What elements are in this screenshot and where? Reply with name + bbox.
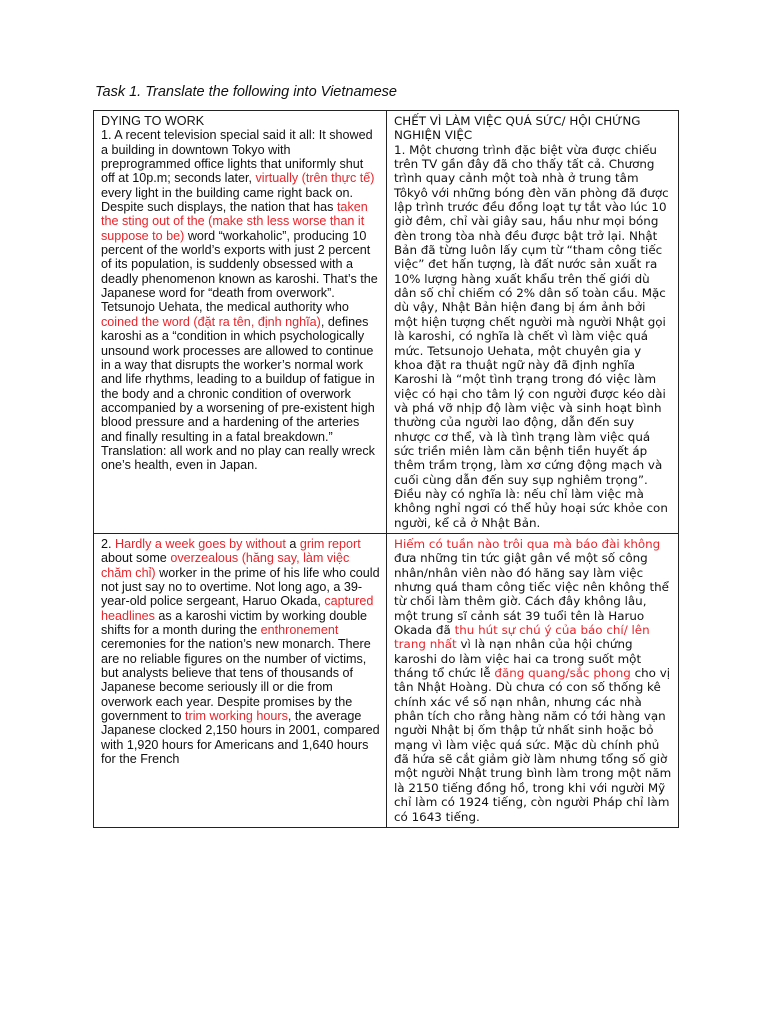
highlighted-phrase: thu hút sự chú ý của báo chí/ lên trang nhất (394, 623, 650, 652)
text-segment: 1. Một chương trình đặc biệt vừa được chiếu trên TV gần đây đã cho thấy tất cả. Chương trình quay cảnh một toà nhà ở trung tâm Tôkyô với những bóng đèn văn phòng đã được lập trình trước đều đồng loạt tự tắt vào lúc 10 giờ đêm, chỉ vài giây sau, hầu như mọi bóng đèn trong tòa nhà đều được bật trở lại. Nhật Bản đã từng luôn lấy cụm từ “tham công tiếc việc” đet hấn tượng, là đất nước sản xuất ra 10% lượng hàng xuất khẩu trên thế giới dù dân số chỉ chiếm có 2% dân số toàn cầu. Mặc dù vậy, Nhật Bản hiện đang bị ám ảnh bởi một hiện tượng chết người mà người Nhật gọi là karoshi, có nghĩa là chết vì làm việc quá mức. Tetsunojo Uehata, một chuyên gia y khoa đặt ra thuật ngữ này đã định nghĩa Karoshi là “một tình trạng trong đó việc làm việc có hại cho tâm lý con người được kéo dài và phá vỡ nhịp độ làm việc và sinh hoạt bình thường của người lao động, dẫn đến suy nhược cơ thể, và là tình trạng làm việc quá sức triền miên làm căn bệnh tiền huyết áp thêm trầm trọng, làm xơ cứng động mạch và cuối cùng dẫn đến suy sụp nghiêm trọng”. Điều này có nghĩa là: nếu chỉ làm việc mà không nghỉ ngơi có thể hủy hoại sức khỏe con người, kể cả ở Nhật Bản. (394, 142, 669, 530)
highlighted-phrase: virtually (trên thực tế) (255, 171, 375, 186)
text-segment: cho vị tân Nhật Hoàng. Dù chưa có con số thống kê chính xác về số nạn nhân, nhưng các nhà phân tích cho rằng hàng năm có tới hàng vạn người Nhật bị ốm thập tử nhất sinh hoặc bỏ mạng vì làm việc quá sức. Mặc dù chính phủ đã hứa sẽ cắt giảm giờ làm nhưng tổng số giờ một người Nhật trung bình làm trong một năm là 2150 tiếng đồng hồ, trong khi với người Mỹ chỉ làm có 1924 tiếng, còn người Pháp chỉ làm có 1643 tiếng. (394, 666, 672, 824)
text-segment: DYING TO WORK (101, 114, 205, 128)
task-title: Task 1. Translate the following into Vietnamese (95, 84, 397, 100)
text-segment: worker in the prime of his life who could not just say no to overtime. Not long ago, a 39-year-old police sergeant, Haruo Okada, (101, 565, 380, 609)
text-segment: , the average Japanese clocked 2,150 hours in 2001, compared with 1,920 hours for Americans and 1,640 hours for the French (101, 709, 380, 767)
text-segment: word “workaholic”, producing 10 percent of the world’s exports with just 2 percent of its population, is suddenly obsessed with a deadly phenomenon known as karoshi. That’s the Japanese word for “death from overwork”. Tetsunojo Uehata, the medical authority who (101, 228, 378, 315)
highlighted-phrase: taken the sting out of the (make sth less worse than it suppose to be) (101, 200, 368, 243)
vietnamese-cell (387, 533, 679, 827)
highlighted-phrase: grim report (299, 536, 361, 551)
table-row (94, 533, 679, 827)
english-cell (94, 533, 387, 827)
text-segment: a (285, 536, 300, 551)
highlighted-phrase: đăng quang/sắc phong (494, 666, 631, 681)
text-segment: ceremonies for the nation’s new monarch. There are no reliable figures on the number of victims, but analysts believe that tens of thousands of Japanese become seriously ill or die from overwork each year. Despite promises by the government to (101, 637, 371, 724)
text-segment: about some (101, 551, 171, 566)
text-segment: every light in the building came right back on. Despite such displays, the nation that has (101, 185, 354, 215)
english-cell (94, 111, 387, 534)
highlighted-phrase: Hiếm có tuần nào trôi qua mà báo đài không (394, 536, 661, 551)
text-segment: as a karoshi victim by working double shifts for a month during the (101, 608, 368, 638)
table-row (94, 111, 679, 534)
text-segment: , defines karoshi as a “condition in which psychologically unsound work processes are allowed to continue in a way that disrupts the worker’s normal work and life rhythms, leading to a buildup of fatigue in the body and a chronic condition of overwork accompanied by a worsening of pre-existent high blood pressure and a hardening of the arteries and finally resulting in a fatal breakdown.” Translation: all work and no play can really wreck one’s health, even in Japan. (101, 314, 375, 473)
text-segment: vì là nạn nhân của hội chứng karoshi do làm việc hai ca trong suốt một tháng tổ chức lễ (394, 637, 642, 681)
highlighted-phrase: enthronement (260, 623, 339, 638)
text-segment: 1. A recent television special said it all: It showed a building in downtown Tokyo with preprogrammed office lights that uniformly shut off at 10p.m; seconds later, (101, 128, 373, 186)
translation-table (93, 110, 679, 828)
highlighted-phrase: coined the word (đặt ra tên, định nghĩa) (101, 314, 321, 329)
highlighted-phrase: overzealous (hăng say, làm việc chăm chỉ) (101, 551, 350, 580)
text-segment: đưa những tin tức giật gân về một số công nhân/nhân viên nào đó hăng say làm việc nhưng quá tham công tiếc việc nên không thể từ chối làm thêm giờ. Cách đây không lâu, một trung sĩ cảnh sát 39 tuổi tên là Haruo Okada đã (394, 551, 669, 638)
highlighted-phrase: trim working hours (185, 709, 288, 724)
highlighted-phrase: captured headlines (101, 594, 374, 623)
highlighted-phrase: Hardly a week goes by without (115, 536, 286, 551)
vietnamese-cell (387, 111, 679, 534)
text-segment: CHẾT VÌ LÀM VIỆC QUÁ SỨC/ HỘI CHỨNG NGHIỆN VIỆC (394, 114, 641, 143)
text-segment: 2. (101, 536, 116, 551)
